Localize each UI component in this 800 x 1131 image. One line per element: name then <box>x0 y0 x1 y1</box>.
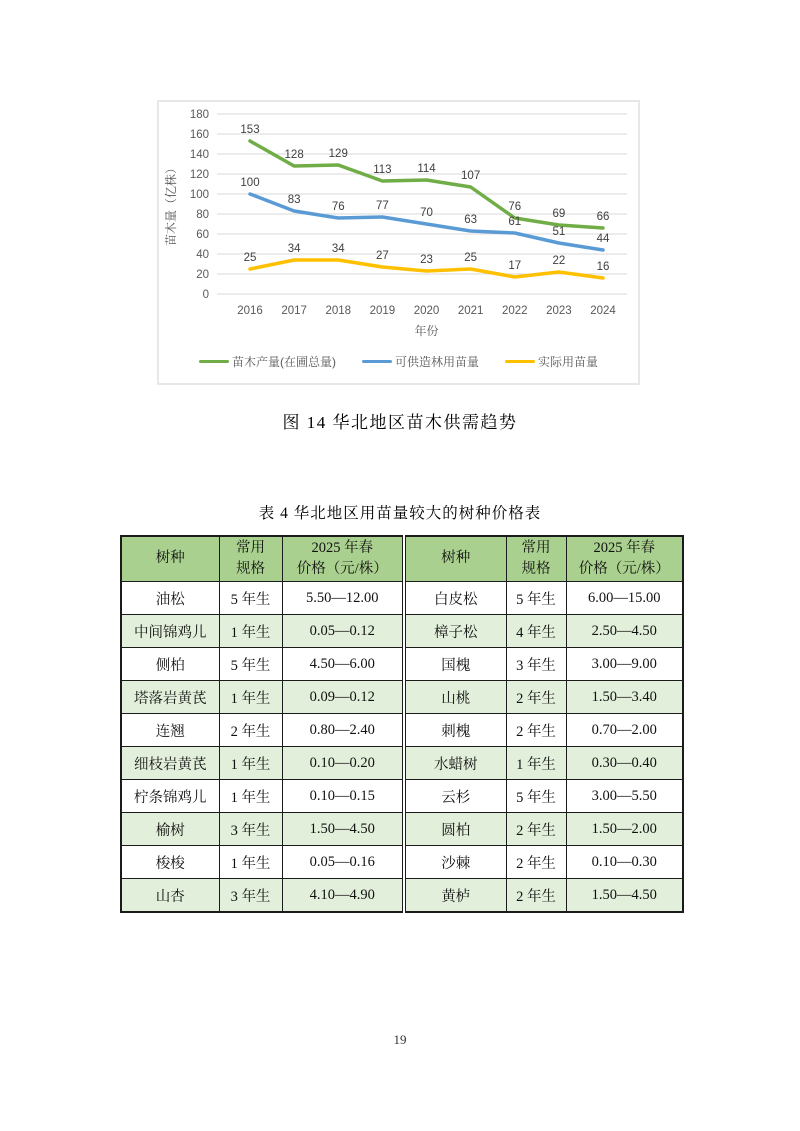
table-header-cell: 树种 <box>404 536 506 582</box>
table-header-cell: 树种 <box>121 536 219 582</box>
data-label: 16 <box>596 261 610 273</box>
data-label: 100 <box>240 177 260 189</box>
table-cell: 黄栌 <box>404 879 506 913</box>
table-cell: 0.80—2.40 <box>282 714 404 747</box>
table-cell: 3.00—5.50 <box>566 780 683 813</box>
y-tick-label: 180 <box>189 109 209 121</box>
chart-y-tick-labels <box>190 109 209 301</box>
table-cell: 3.00—9.00 <box>566 648 683 681</box>
figure-caption: 图 14 华北地区苗木供需趋势 <box>282 413 518 432</box>
legend-label: 实际用苗量 <box>538 355 599 369</box>
legend-item <box>199 353 336 370</box>
legend-line-sample <box>199 360 229 364</box>
data-label: 113 <box>373 164 392 176</box>
legend-label: 苗木产量(在圃总量) <box>231 355 336 369</box>
table-row <box>121 879 683 913</box>
data-label: 17 <box>508 260 522 272</box>
table-row <box>121 813 683 846</box>
table-cell: 2 年生 <box>506 879 566 913</box>
table-cell: 6.00—15.00 <box>566 582 683 615</box>
table-cell: 5 年生 <box>219 648 282 681</box>
y-tick-label: 0 <box>202 289 209 301</box>
table-cell: 中间锦鸡儿 <box>121 615 219 648</box>
table-cell: 油松 <box>121 582 219 615</box>
y-tick-label: 140 <box>189 149 209 161</box>
table-cell: 1.50—4.50 <box>282 813 404 846</box>
data-label: 70 <box>420 207 433 219</box>
table-cell: 梭梭 <box>121 846 219 879</box>
table-cell: 1 年生 <box>219 780 282 813</box>
table-cell: 山桃 <box>404 681 506 714</box>
legend-label: 可供造林用苗量 <box>394 355 479 369</box>
chart-legend <box>159 353 638 370</box>
data-label: 61 <box>508 216 522 228</box>
table-cell: 1 年生 <box>219 747 282 780</box>
data-label: 76 <box>508 201 522 213</box>
table-header-cell: 常用 规格 <box>219 536 282 582</box>
data-label: 76 <box>331 201 345 213</box>
seedling-trend-chart <box>157 100 640 385</box>
x-tick-label: 2019 <box>369 305 396 317</box>
y-tick-label: 160 <box>189 129 209 141</box>
data-label: 25 <box>464 252 478 264</box>
table-cell: 2.50—4.50 <box>566 615 683 648</box>
table-cell: 0.30—0.40 <box>566 747 683 780</box>
table-cell: 0.10—0.30 <box>566 846 683 879</box>
y-tick-label: 120 <box>189 169 209 181</box>
y-tick-label: 40 <box>196 249 209 261</box>
table-header-cell: 2025 年春 价格（元/株） <box>566 536 683 582</box>
price-table-head <box>121 536 683 582</box>
table-cell: 侧柏 <box>121 648 219 681</box>
data-label: 44 <box>596 233 610 245</box>
table-cell: 1 年生 <box>219 615 282 648</box>
legend-item <box>505 353 598 370</box>
x-tick-label: 2023 <box>546 305 572 317</box>
table-cell: 4.10—4.90 <box>282 879 404 913</box>
table-header-row <box>121 536 683 582</box>
chart-plot-area <box>159 102 642 342</box>
table-cell: 沙棘 <box>404 846 506 879</box>
table-cell: 水蜡树 <box>404 747 506 780</box>
table-cell: 0.05—0.16 <box>282 846 404 879</box>
table-cell: 柠条锦鸡儿 <box>121 780 219 813</box>
table-cell: 5.50—12.00 <box>282 582 404 615</box>
table-cell: 1.50—2.00 <box>566 813 683 846</box>
table-cell: 细枝岩黄芪 <box>121 747 219 780</box>
table-cell: 1 年生 <box>506 747 566 780</box>
x-tick-label: 2016 <box>237 305 263 317</box>
table-cell: 5 年生 <box>219 582 282 615</box>
table-cell: 0.05—0.12 <box>282 615 404 648</box>
table-header-cell: 常用 规格 <box>506 536 566 582</box>
table-row <box>121 780 683 813</box>
table-cell: 5 年生 <box>506 582 566 615</box>
table-cell: 0.10—0.20 <box>282 747 404 780</box>
table-cell: 山杏 <box>121 879 219 913</box>
data-label: 63 <box>464 214 478 226</box>
data-label: 22 <box>552 255 566 267</box>
y-tick-label: 60 <box>196 229 209 241</box>
y-tick-label: 100 <box>189 189 209 201</box>
data-label: 107 <box>461 170 481 182</box>
data-label: 25 <box>243 252 257 264</box>
table-row <box>121 747 683 780</box>
table-cell: 1 年生 <box>219 846 282 879</box>
x-tick-label: 2018 <box>325 305 352 317</box>
table-cell: 4 年生 <box>506 615 566 648</box>
table-cell: 1.50—3.40 <box>566 681 683 714</box>
y-tick-label: 80 <box>196 209 209 221</box>
data-label: 34 <box>331 243 345 255</box>
legend-line-sample <box>505 360 535 364</box>
table-cell: 连翘 <box>121 714 219 747</box>
page-number: 19 <box>393 1032 407 1047</box>
data-label: 34 <box>287 243 301 255</box>
price-table-body <box>121 582 683 913</box>
data-label: 27 <box>375 250 389 262</box>
table-cell: 3 年生 <box>219 813 282 846</box>
data-label: 114 <box>417 163 436 175</box>
y-axis-title: 苗木量（亿株） <box>164 161 178 247</box>
table-cell: 2 年生 <box>506 846 566 879</box>
table-cell: 2 年生 <box>506 813 566 846</box>
table-cell: 4.50—6.00 <box>282 648 404 681</box>
table-title: 表 4 华北地区用苗量较大的树种价格表 <box>258 505 542 522</box>
table-cell: 5 年生 <box>506 780 566 813</box>
table-header-cell: 2025 年春 价格（元/株） <box>282 536 404 582</box>
table-cell: 0.70—2.00 <box>566 714 683 747</box>
x-tick-label: 2021 <box>457 305 484 317</box>
data-label: 23 <box>420 254 433 266</box>
table-cell: 2 年生 <box>506 714 566 747</box>
data-label: 83 <box>287 194 301 206</box>
table-row <box>121 846 683 879</box>
table-cell: 刺槐 <box>404 714 506 747</box>
table-cell: 2 年生 <box>219 714 282 747</box>
table-cell: 3 年生 <box>219 879 282 913</box>
table-cell: 0.09—0.12 <box>282 681 404 714</box>
table-cell: 樟子松 <box>404 615 506 648</box>
table-cell: 白皮松 <box>404 582 506 615</box>
table-cell: 云杉 <box>404 780 506 813</box>
table-cell: 国槐 <box>404 648 506 681</box>
table-cell: 3 年生 <box>506 648 566 681</box>
y-tick-label: 20 <box>196 269 209 281</box>
table-cell: 0.10—0.15 <box>282 780 404 813</box>
table-cell: 1 年生 <box>219 681 282 714</box>
data-label: 77 <box>375 200 389 212</box>
table-row <box>121 648 683 681</box>
table-row <box>121 681 683 714</box>
x-tick-label: 2017 <box>281 305 307 317</box>
table-cell: 2 年生 <box>506 681 566 714</box>
data-label: 129 <box>328 148 348 160</box>
data-label: 128 <box>284 149 304 161</box>
table-row <box>121 714 683 747</box>
table-row <box>121 582 683 615</box>
data-label: 153 <box>240 124 260 136</box>
x-tick-label: 2022 <box>501 305 528 317</box>
table-row <box>121 615 683 648</box>
legend-line-sample <box>362 360 392 364</box>
data-label: 51 <box>552 226 566 238</box>
data-label: 66 <box>596 211 610 223</box>
price-table <box>120 535 684 913</box>
data-label: 69 <box>552 208 566 220</box>
x-tick-label: 2024 <box>590 305 616 317</box>
table-cell: 塔落岩黄芪 <box>121 681 219 714</box>
chart-data-labels <box>244 243 610 273</box>
table-cell: 1.50—4.50 <box>566 879 683 913</box>
chart-x-tick-labels <box>237 305 616 317</box>
x-axis-title: 年份 <box>414 324 439 338</box>
table-cell: 榆树 <box>121 813 219 846</box>
legend-item <box>362 353 479 370</box>
table-cell: 圆柏 <box>404 813 506 846</box>
x-tick-label: 2020 <box>413 305 440 317</box>
